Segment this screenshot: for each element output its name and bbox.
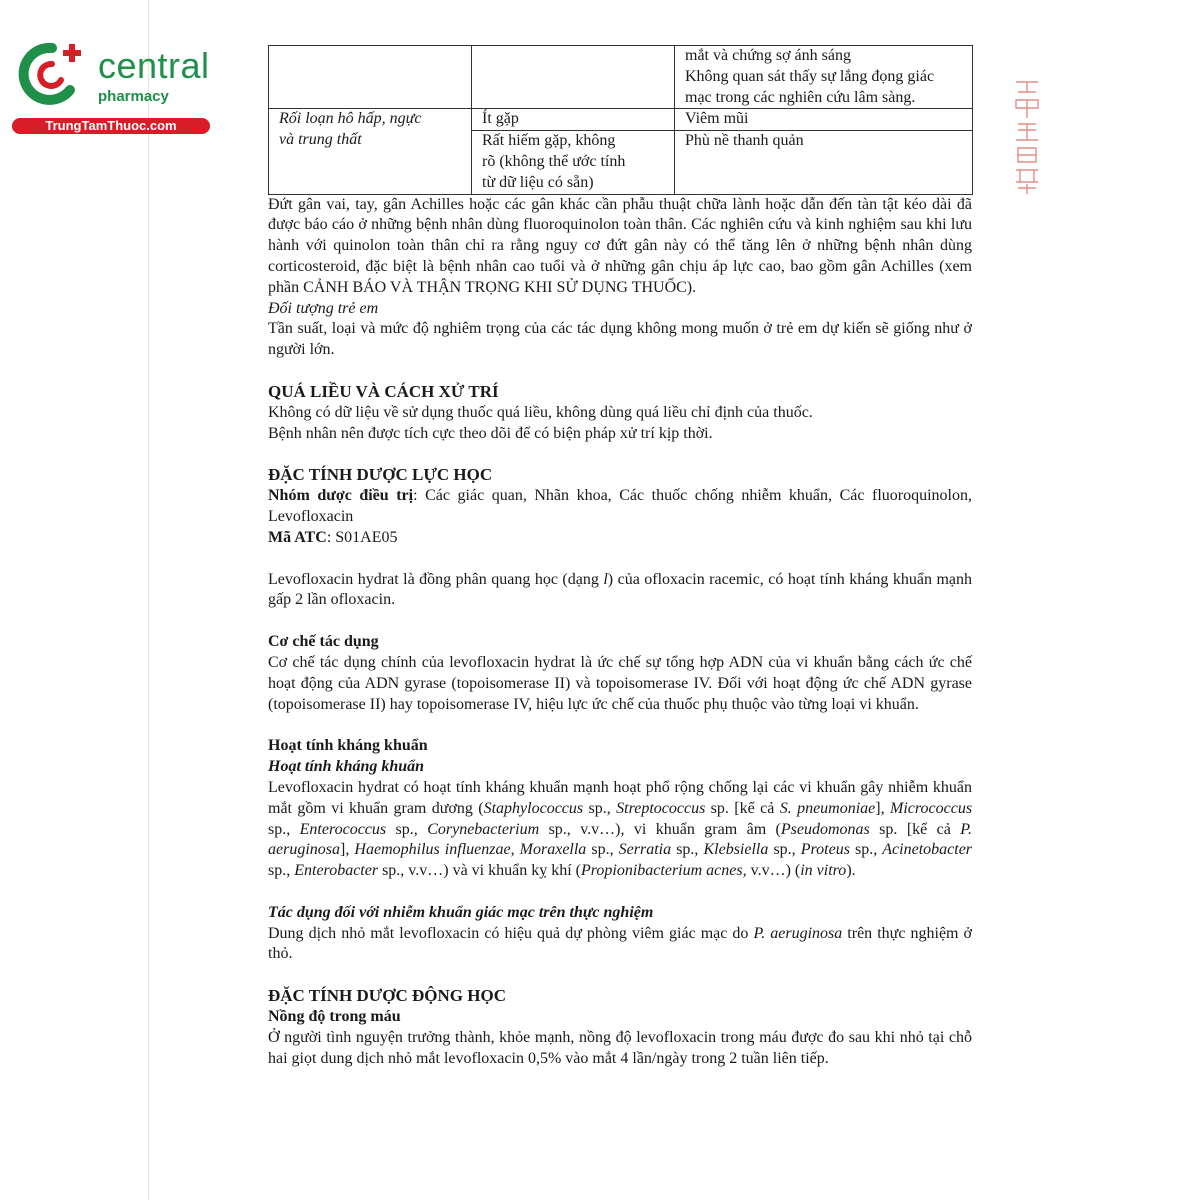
activity-text: sp. [kể cả (705, 799, 780, 817)
mechanism-heading: Cơ chế tác dụng (268, 633, 379, 651)
atc-code-paragraph (268, 528, 972, 549)
organism-name: Streptococcus (616, 799, 706, 817)
cell-line: từ dữ liệu có sẵn) (482, 173, 594, 191)
cell-line: mạc trong các nghiên cứu lâm sàng. (685, 88, 916, 106)
activity-text: ], (340, 841, 355, 859)
cell-line: Không quan sát thấy sự lắng đọng giác (685, 67, 935, 85)
activity-text: sp., (583, 799, 617, 817)
intro-text: ) của ofloxacin racemic, có hoạt tính kháng khuẩn mạnh gấp 2 lần ofloxacin. (268, 570, 972, 609)
activity-text: sp., (386, 820, 428, 838)
effect-cell (675, 109, 973, 131)
keratitis-text: Dung dịch nhỏ mắt levofloxacin có hiệu quả dự phòng viêm giác mạc do (268, 924, 754, 942)
activity-text: sp., v.v…), vi khuẩn gram âm ( (539, 820, 781, 838)
tendon-rupture-paragraph: Đứt gân vai, tay, gân Achilles hoặc các gân khác cần phẫu thuật chữa lành hoặc dẫn đến tàn tật kéo dài đã được báo cáo ở những bệnh nhân dùng fluoroquinolon toàn thân. Các nghiên cứu và kinh nghiệm sau khi lưu hành với quinolon toàn thân chỉ ra rằng nguy cơ đứt gân này có thể tăng lên ở những bệnh nhân dùng corticosteroid, đặc biệt là bệnh nhân cao tuổi và ở những gân chịu áp lực cao, bao gồm gân Achilles (xem phần CẢNH BÁO VÀ THẬN TRỌNG KHI SỬ DỤNG THUỐC). (268, 195, 972, 296)
activity-text: , (510, 841, 520, 859)
adverse-effects-table (268, 45, 973, 195)
table-row (269, 46, 973, 109)
organism-name: Pseudomonas (780, 820, 870, 838)
intro-text: Levofloxacin hydrat là đồng phân quang học (dạng (268, 570, 604, 588)
organism-name: Propionibacterium acnes, (581, 862, 747, 880)
antibacterial-activity-heading: Hoạt tính kháng khuẩn (268, 737, 428, 755)
antibacterial-activity-paragraph (268, 778, 972, 882)
mechanism-paragraph: Cơ chế tác dụng chính của levofloxacin hydrat là ức chế sự tổng hợp ADN của vi khuẩn bằng cách ức chế hoạt động của ADN gyrase (topoisomerase II) và topoisomerase IV. Đối với hoạt động ức chế ADN gyrase (topoisomerase II) hay topoisomerase IV, hiệu lực ức chế của thuốc phụ thuộc vào từng loại vi khuẩn. (268, 653, 972, 713)
antibacterial-activity-subheading: Hoạt tính kháng khuẩn (268, 758, 425, 776)
activity-text: sp., (586, 841, 619, 859)
table-cell (269, 46, 472, 109)
blood-concentration-heading: Nồng độ trong máu (268, 1008, 401, 1026)
cell-line: Rối loạn hô hấp, ngực (279, 110, 422, 128)
cell-line: Ít gặp (482, 110, 519, 128)
logo-name: central (98, 45, 210, 86)
intro-isomer: l (603, 570, 608, 588)
page-edge-divider (148, 0, 149, 1200)
keratitis-text: trên thực nghiệm ở thỏ. (268, 924, 972, 963)
overdose-line-1: Không có dữ liệu về sử dụng thuốc quá liều, không dùng quá liều chỉ định của thuốc. (268, 403, 813, 421)
table-cell (472, 46, 675, 109)
activity-text: sp., (849, 841, 883, 859)
therapeutic-group-text: : Các giác quan, Nhãn khoa, Các thuốc chống nhiễm khuẩn, Các fluoroquinolon, Levofloxacin (268, 487, 972, 525)
organism-name: Serratia (618, 841, 672, 859)
organism-name: P. aeruginosa (268, 820, 972, 859)
organism-name: Haemophilus influenzae (354, 841, 511, 859)
table-row (269, 109, 973, 131)
cell-line: Phù nề thanh quản (685, 132, 804, 150)
activity-text: sp., (768, 841, 801, 859)
keratitis-organism: P. aeruginosa (753, 924, 843, 942)
logo-subtitle: pharmacy (98, 88, 169, 105)
cell-line: và trung thất (279, 131, 362, 149)
organism-name: Klebsiella (703, 841, 769, 859)
pharmacy-logo-icon (12, 38, 92, 108)
children-paragraph: Tần suất, loại và mức độ nghiêm trọng của các tác dụng không mong muốn ở trẻ em dự kiến sẽ giống như ở người lớn. (268, 320, 972, 359)
activity-text: Levofloxacin hydrat có hoạt tính kháng khuẩn mạnh hoạt phổ rộng chống lại các vi khuẩn gây nhiễm khuẩn mắt gồm vi khuẩn gram dương ( (268, 778, 972, 817)
cell-line: mắt và chứng sợ ánh sáng (685, 47, 851, 64)
blood-concentration-paragraph: Ở người tình nguyện trưởng thành, khỏe mạnh, nồng độ levofloxacin trong máu được đo sau khi nhỏ tại chỗ hai giọt dung dịch nhỏ mắt levofloxacin 0,5% vào mắt 4 lần/ngày trong 2 tuần liên tiếp. (268, 1028, 972, 1067)
organism-name: Micrococcus (890, 799, 973, 817)
central-pharmacy-logo[interactable] (10, 38, 215, 138)
organ-class-cell (269, 109, 472, 194)
activity-text: sp., (671, 841, 704, 859)
organism-name: Acinetobacter (882, 841, 973, 859)
organism-name: Corynebacterium (427, 820, 540, 838)
organism-name: Proteus (800, 841, 850, 859)
atc-text: : S01AE05 (326, 528, 398, 546)
cell-line: rõ (không thể ước tính (482, 152, 626, 170)
activity-text: sp., (268, 820, 300, 838)
logo-banner: TrungTamThuoc.com (12, 118, 210, 134)
cell-line: Rất hiếm gặp, không (482, 132, 616, 150)
organism-name: S. pneumoniae (779, 799, 876, 817)
organism-name: Staphylococcus (483, 799, 584, 817)
activity-text: sp. [kể cả (869, 820, 961, 838)
frequency-cell (472, 109, 675, 131)
overdose-line-2: Bệnh nhân nên được tích cực theo dõi để có biện pháp xử trí kịp thời. (268, 424, 713, 442)
therapeutic-group-label: Nhóm dược điều trị (268, 487, 414, 505)
activity-text: sp., (268, 862, 295, 880)
children-heading: Đối tượng trẻ em (268, 299, 379, 317)
activity-text: sp., v.v…) và vi khuẩn kỵ khí ( (378, 862, 581, 880)
frequency-cell (472, 131, 675, 194)
keratitis-heading: Tác dụng đối với nhiễm khuẩn giác mạc trên thực nghiệm (268, 903, 654, 921)
cell-line: Viêm mũi (685, 110, 749, 128)
organism-name: in vitro (800, 862, 847, 880)
pharmacokinetics-heading: ĐẶC TÍNH DƯỢC ĐỘNG HỌC (268, 986, 507, 1006)
organism-name: Enterobacter (294, 862, 379, 880)
keratitis-paragraph (268, 924, 972, 966)
therapeutic-group-paragraph (268, 486, 972, 528)
atc-label: Mã ATC (268, 528, 327, 546)
levofloxacin-intro-paragraph (268, 570, 972, 612)
red-stamp-icon (1010, 78, 1044, 196)
activity-text: ], (875, 799, 890, 817)
organism-name: Enterococcus (299, 820, 387, 838)
organism-name: Moraxella (519, 841, 587, 859)
document-content (268, 45, 972, 1069)
pharmacodynamics-heading: ĐẶC TÍNH DƯỢC LỰC HỌC (268, 465, 493, 485)
overdose-heading: QUÁ LIỀU VÀ CÁCH XỬ TRÍ (268, 381, 499, 401)
activity-text: v.v…) ( (746, 862, 801, 880)
effect-cell (675, 131, 973, 194)
table-cell (675, 46, 973, 109)
activity-text: ). (846, 862, 856, 880)
